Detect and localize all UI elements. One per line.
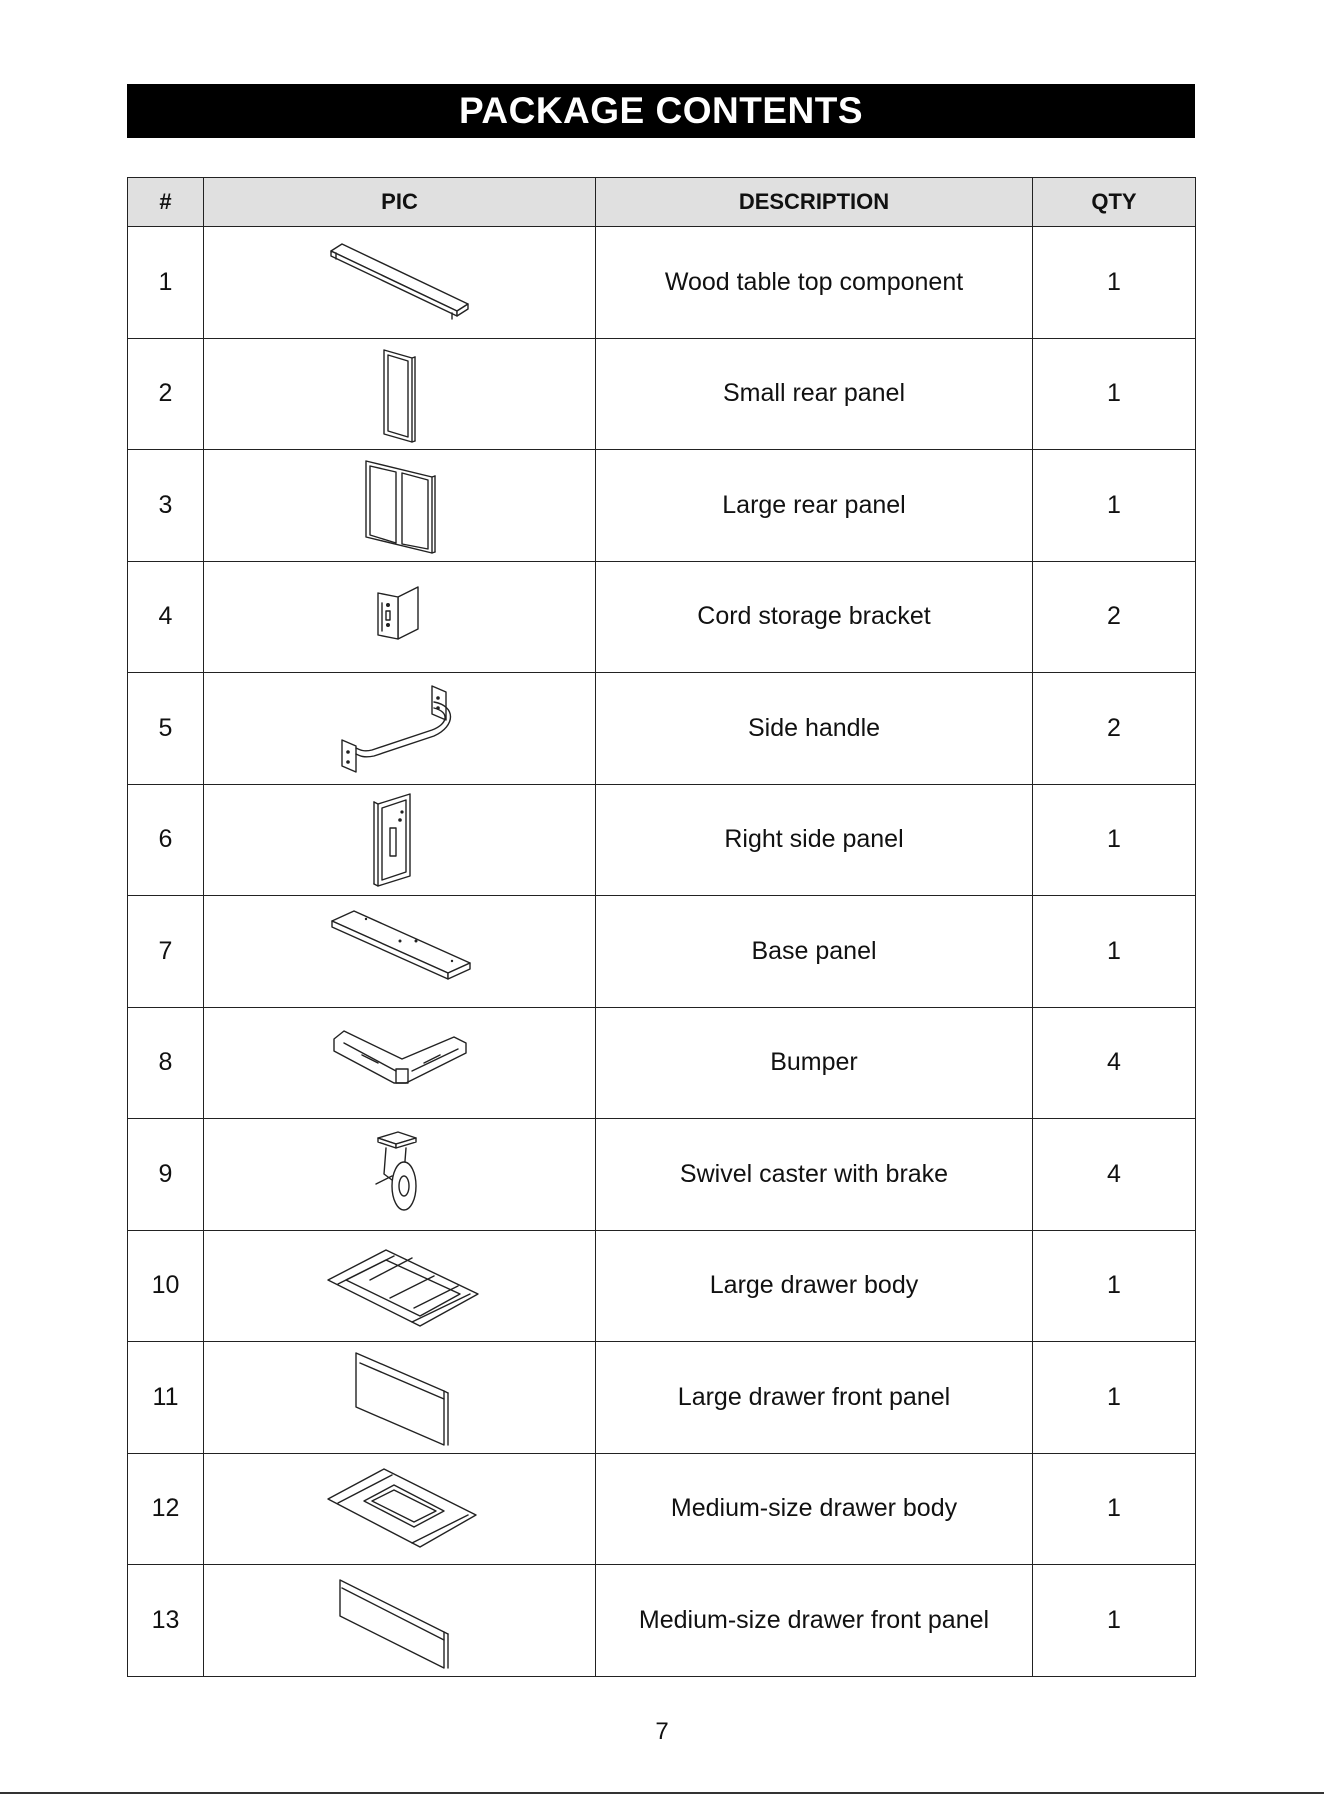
row-description: Bumper	[596, 1007, 1033, 1119]
row-number: 1	[128, 227, 204, 339]
row-picture	[204, 1342, 596, 1454]
row-qty: 1	[1033, 1453, 1196, 1565]
row-picture	[204, 673, 596, 785]
row-qty: 4	[1033, 1119, 1196, 1231]
package-contents-table	[127, 177, 1196, 1677]
row-picture	[204, 1453, 596, 1565]
table-row	[128, 1007, 1196, 1119]
row-qty: 4	[1033, 1007, 1196, 1119]
row-qty: 1	[1033, 1342, 1196, 1454]
row-qty: 2	[1033, 561, 1196, 673]
header-pic: PIC	[204, 178, 596, 227]
row-number: 10	[128, 1230, 204, 1342]
bottom-divider	[0, 1792, 1324, 1794]
table-row	[128, 896, 1196, 1008]
table-row	[128, 1453, 1196, 1565]
row-number: 3	[128, 450, 204, 562]
row-number: 2	[128, 338, 204, 450]
row-number: 12	[128, 1453, 204, 1565]
row-number: 11	[128, 1342, 204, 1454]
row-qty: 1	[1033, 896, 1196, 1008]
header-qty: QTY	[1033, 178, 1196, 227]
bumper-icon	[320, 1013, 480, 1113]
table-row	[128, 1342, 1196, 1454]
row-number: 5	[128, 673, 204, 785]
row-picture	[204, 1007, 596, 1119]
row-picture	[204, 1119, 596, 1231]
table-row	[128, 673, 1196, 785]
row-picture	[204, 227, 596, 339]
large-drawer-front-icon	[320, 1347, 480, 1447]
table-header-row	[128, 178, 1196, 227]
row-picture	[204, 784, 596, 896]
cord-bracket-icon	[320, 567, 480, 667]
row-picture	[204, 1565, 596, 1677]
row-description: Base panel	[596, 896, 1033, 1008]
table-row	[128, 784, 1196, 896]
side-handle-icon	[320, 678, 480, 778]
row-description: Cord storage bracket	[596, 561, 1033, 673]
table-row	[128, 1119, 1196, 1231]
row-number: 8	[128, 1007, 204, 1119]
swivel-caster-icon	[320, 1124, 480, 1224]
large-drawer-body-icon	[320, 1236, 480, 1336]
row-description: Side handle	[596, 673, 1033, 785]
row-number: 6	[128, 784, 204, 896]
row-qty: 2	[1033, 673, 1196, 785]
table-top-icon	[320, 232, 480, 332]
page-number: 7	[655, 1718, 669, 1745]
row-qty: 1	[1033, 450, 1196, 562]
row-number: 4	[128, 561, 204, 673]
header-description: DESCRIPTION	[596, 178, 1033, 227]
row-number: 9	[128, 1119, 204, 1231]
medium-drawer-body-icon	[320, 1459, 480, 1559]
row-description: Large rear panel	[596, 450, 1033, 562]
row-qty: 1	[1033, 227, 1196, 339]
row-description: Large drawer front panel	[596, 1342, 1033, 1454]
row-description: Right side panel	[596, 784, 1033, 896]
row-number: 13	[128, 1565, 204, 1677]
row-description: Swivel caster with brake	[596, 1119, 1033, 1231]
table-row	[128, 1230, 1196, 1342]
row-picture	[204, 450, 596, 562]
large-rear-panel-icon	[320, 455, 480, 555]
table-row	[128, 338, 1196, 450]
row-qty: 1	[1033, 1565, 1196, 1677]
row-picture	[204, 896, 596, 1008]
row-qty: 1	[1033, 1230, 1196, 1342]
table-row	[128, 561, 1196, 673]
row-description: Wood table top component	[596, 227, 1033, 339]
row-number: 7	[128, 896, 204, 1008]
row-qty: 1	[1033, 784, 1196, 896]
table-row	[128, 227, 1196, 339]
row-picture	[204, 561, 596, 673]
base-panel-icon	[320, 901, 480, 1001]
row-picture	[204, 1230, 596, 1342]
row-description: Large drawer body	[596, 1230, 1033, 1342]
row-description: Small rear panel	[596, 338, 1033, 450]
table-row	[128, 450, 1196, 562]
page-title: PACKAGE CONTENTS	[127, 84, 1195, 138]
row-picture	[204, 338, 596, 450]
small-rear-panel-icon	[320, 344, 480, 444]
row-description: Medium-size drawer body	[596, 1453, 1033, 1565]
medium-drawer-front-icon	[320, 1570, 480, 1670]
header-num: #	[128, 178, 204, 227]
row-qty: 1	[1033, 338, 1196, 450]
row-description: Medium-size drawer front panel	[596, 1565, 1033, 1677]
right-side-panel-icon	[320, 790, 480, 890]
table-row	[128, 1565, 1196, 1677]
